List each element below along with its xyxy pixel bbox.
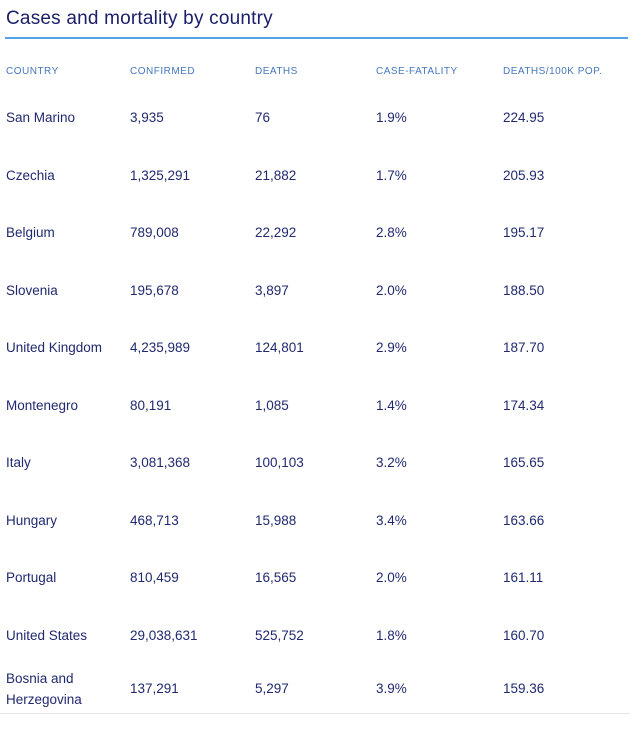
table-row[interactable] — [0, 89, 630, 147]
cell-confirmed: 29,038,631 — [130, 627, 198, 643]
cell-confirmed: 810,459 — [130, 570, 179, 586]
cell-country: United States — [6, 627, 88, 643]
cell-deaths: 16,565 — [255, 570, 297, 586]
column-header-confirmed[interactable]: CONFIRMED — [130, 65, 196, 77]
cell-confirmed: 137,291 — [130, 681, 179, 696]
cell-deaths-100k: 195.17 — [503, 225, 545, 241]
title-divider — [5, 37, 628, 39]
table-body — [0, 89, 630, 714]
column-header-deaths[interactable]: DEATHS — [255, 65, 298, 77]
cell-country: Portugal — [6, 570, 57, 586]
cell-country: Montenegro — [6, 397, 79, 413]
cell-deaths-100k: 205.93 — [503, 167, 545, 183]
column-header-deaths-100k[interactable]: DEATHS/100K POP. — [503, 65, 603, 77]
table-row[interactable] — [0, 434, 630, 492]
cell-deaths: 124,801 — [255, 340, 304, 356]
cell-case-fatality: 1.9% — [376, 110, 407, 126]
cell-country: Bosnia and Herzegovina — [6, 670, 82, 707]
cell-deaths-100k: 174.34 — [503, 397, 545, 413]
cell-case-fatality: 3.9% — [376, 681, 407, 696]
cell-case-fatality: 2.8% — [376, 225, 407, 241]
cell-deaths-100k: 160.70 — [503, 627, 545, 643]
cell-country: United Kingdom — [6, 340, 103, 356]
table-row[interactable] — [0, 492, 630, 550]
cell-confirmed: 195,678 — [130, 282, 179, 298]
cell-deaths-100k: 159.36 — [503, 681, 545, 696]
cell-case-fatality: 2.0% — [376, 282, 407, 298]
cell-case-fatality: 1.8% — [376, 627, 407, 643]
table-row[interactable] — [0, 204, 630, 262]
table-row[interactable] — [0, 607, 630, 665]
cell-country: Slovenia — [6, 282, 58, 298]
column-header-case-fatality[interactable]: CASE-FATALITY — [376, 65, 458, 77]
table-row[interactable] — [0, 147, 630, 205]
cell-confirmed: 468,713 — [130, 512, 179, 528]
cell-deaths: 100,103 — [255, 455, 304, 471]
cell-case-fatality: 3.2% — [376, 455, 407, 471]
column-header-country[interactable]: COUNTRY — [6, 65, 59, 77]
cell-deaths-100k: 165.65 — [503, 455, 545, 471]
cell-deaths: 3,897 — [255, 282, 289, 298]
cell-country: San Marino — [6, 110, 76, 126]
cell-confirmed: 3,935 — [130, 110, 164, 126]
table-header — [6, 53, 632, 89]
cell-case-fatality: 2.9% — [376, 340, 407, 356]
panel-title: Cases and mortality by country — [6, 8, 273, 29]
table-row[interactable] — [0, 377, 630, 435]
cell-deaths: 21,882 — [255, 167, 297, 183]
table-row[interactable] — [0, 262, 630, 320]
cell-deaths-100k: 224.95 — [503, 110, 545, 126]
cell-deaths-100k: 188.50 — [503, 282, 545, 298]
cell-confirmed: 3,081,368 — [130, 455, 191, 471]
cell-confirmed: 80,191 — [130, 397, 172, 413]
cell-case-fatality: 1.7% — [376, 167, 407, 183]
cell-deaths-100k: 163.66 — [503, 512, 545, 528]
table-row[interactable] — [0, 664, 630, 713]
cell-confirmed: 789,008 — [130, 225, 179, 241]
cell-deaths: 15,988 — [255, 512, 297, 528]
cell-confirmed: 1,325,291 — [130, 167, 191, 183]
cell-case-fatality: 1.4% — [376, 397, 407, 413]
cell-deaths: 525,752 — [255, 627, 304, 643]
cases-mortality-panel — [0, 8, 632, 736]
cell-deaths-100k: 161.11 — [503, 570, 544, 586]
cell-confirmed: 4,235,989 — [130, 340, 191, 356]
table-row[interactable] — [0, 319, 630, 377]
table-row[interactable] — [0, 549, 630, 607]
cell-deaths-100k: 187.70 — [503, 340, 545, 356]
cell-case-fatality: 3.4% — [376, 512, 407, 528]
cell-deaths: 22,292 — [255, 225, 297, 241]
cell-deaths: 5,297 — [255, 681, 289, 696]
cell-country: Belgium — [6, 225, 55, 241]
cell-deaths: 1,085 — [255, 397, 289, 413]
cell-country: Czechia — [6, 167, 55, 183]
cell-case-fatality: 2.0% — [376, 570, 407, 586]
cell-country: Italy — [6, 455, 31, 471]
cell-deaths: 76 — [255, 110, 271, 126]
cell-country: Hungary — [6, 512, 58, 528]
